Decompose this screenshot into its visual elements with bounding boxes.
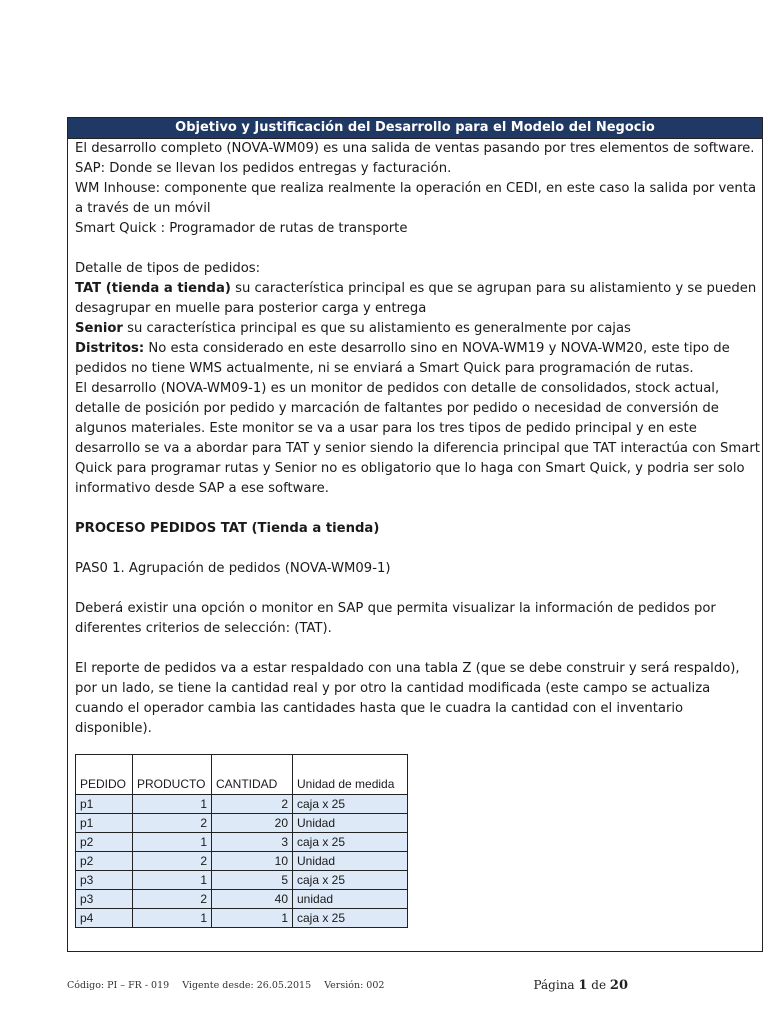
table-cell: 2 — [133, 890, 212, 909]
header-producto: PRODUCTO — [133, 755, 212, 795]
table-cell: 1 — [212, 909, 293, 928]
table-cell: p3 — [76, 871, 133, 890]
table-cell: caja x 25 — [293, 909, 408, 928]
table-cell: 2 — [133, 814, 212, 833]
table-row — [76, 814, 408, 833]
tat-paragraph — [75, 279, 762, 319]
section-header: Objetivo y Justificación del Desarrollo para el Modelo del Negocio — [68, 118, 762, 139]
table-cell: 2 — [212, 795, 293, 814]
header-pedido: PEDIDO — [76, 755, 133, 795]
intro-paragraph-4: Smart Quick : Programador de rutas de transporte — [75, 221, 408, 236]
senior-paragraph — [75, 319, 762, 339]
table-cell: caja x 25 — [293, 871, 408, 890]
proceso-title-text: PROCESO PEDIDOS TAT (Tienda a tienda) — [75, 521, 380, 536]
table-cell: caja x 25 — [293, 833, 408, 852]
table-row — [76, 871, 408, 890]
distritos-text: No esta considerado en este desarrollo sino en NOVA-WM19 y NOVA-WM20, este tipo de pedidos no tiene WMS actualmente, ni se enviará a Smart Quick para programación de rutas. — [75, 341, 730, 376]
table-cell: 1 — [133, 871, 212, 890]
senior-label: Senior — [75, 321, 123, 336]
table-cell: p2 — [76, 852, 133, 871]
header-cantidad: CANTIDAD — [212, 755, 293, 795]
distritos-label: Distritos: — [75, 341, 145, 356]
table-cell: p1 — [76, 814, 133, 833]
footer-version: Versión: 002 — [324, 980, 385, 991]
tat-label: TAT (tienda a tienda) — [75, 281, 231, 296]
table-row — [76, 852, 408, 871]
distritos-paragraph — [75, 339, 762, 379]
footer-codigo: Código: PI – FR - 019 — [67, 980, 170, 991]
page-number — [533, 978, 628, 993]
page-total: 20 — [609, 978, 628, 993]
table-row — [76, 795, 408, 814]
table-cell: caja x 25 — [293, 795, 408, 814]
table-cell: 1 — [133, 909, 212, 928]
reporte-paragraph: El reporte de pedidos va a estar respaldado con una tabla Z (que se debe construir y será respaldo), por un lado, se tiene la cantidad real y por otro la cantidad modificada (este campo se actualiza cuando el operador cambia las cantidades hasta que le cuadra la cantidad con el inventario disponible). — [75, 661, 740, 736]
table-cell: unidad — [293, 890, 408, 909]
table-header-row — [76, 755, 408, 795]
debera-paragraph: Deberá existir una opción o monitor en SAP que permita visualizar la información de pedidos por diferentes criterios de selección: (TAT). — [75, 601, 716, 636]
senior-text: su característica principal es que su alistamiento es generalmente por cajas — [122, 321, 631, 336]
table-cell: p2 — [76, 833, 133, 852]
footer-vigente: Vigente desde: 26.05.2015 — [182, 980, 312, 991]
table-cell: Unidad — [293, 814, 408, 833]
desarrollo-paragraph: El desarrollo (NOVA-WM09-1) es un monitor de pedidos con detalle de consolidados, stock actual, detalle de posición por pedido y marcación de faltantes por pedido o necesidad de conversión de algunos materiales. Este monitor se va a usar para los tres tipos de pedido principal y en este desarrollo se va a abordar para TAT y senior siendo la diferencia principal que TAT interactúa con Smart Quick para programar rutas y Senior no es obligatorio que lo haga con Smart Quick, y podria ser solo informativo desde SAP a ese software. — [75, 381, 760, 496]
pedidos-table — [75, 754, 408, 928]
document-body — [68, 139, 762, 928]
table-row — [76, 909, 408, 928]
document-frame — [67, 117, 763, 952]
intro-paragraph-3: WM Inhouse: componente que realiza realmente la operación en CEDI, en este caso la salida por venta a través de un móvil — [75, 181, 757, 216]
table-cell: 20 — [212, 814, 293, 833]
table-cell: 5 — [212, 871, 293, 890]
table-cell: Unidad — [293, 852, 408, 871]
page-label: Página — [533, 978, 575, 992]
tat-text: su característica principal es que se agrupan para su alistamiento y se pueden desagrupar en muelle para posterior carga y entrega — [75, 281, 757, 316]
table-cell: p1 — [76, 795, 133, 814]
table-cell: 1 — [133, 795, 212, 814]
header-unidad: Unidad de medida — [293, 755, 408, 795]
paso-line: PAS0 1. Agrupación de pedidos (NOVA-WM09-1) — [75, 561, 391, 576]
page-de: de — [591, 978, 607, 992]
table-row — [76, 890, 408, 909]
table-row — [76, 833, 408, 852]
table-cell: 2 — [133, 852, 212, 871]
intro-paragraph-1: El desarrollo completo (NOVA-WM09) es una salida de ventas pasando por tres elementos de software. — [75, 141, 755, 156]
intro-paragraph-2: SAP: Donde se llevan los pedidos entregas y facturación. — [75, 161, 452, 176]
proceso-title — [75, 519, 762, 539]
tipos-title: Detalle de tipos de pedidos: — [75, 261, 261, 276]
table-cell: 10 — [212, 852, 293, 871]
table-cell: 40 — [212, 890, 293, 909]
page-current: 1 — [578, 978, 588, 993]
table-cell: p3 — [76, 890, 133, 909]
table-cell: 3 — [212, 833, 293, 852]
table-cell: 1 — [133, 833, 212, 852]
table-cell: p4 — [76, 909, 133, 928]
